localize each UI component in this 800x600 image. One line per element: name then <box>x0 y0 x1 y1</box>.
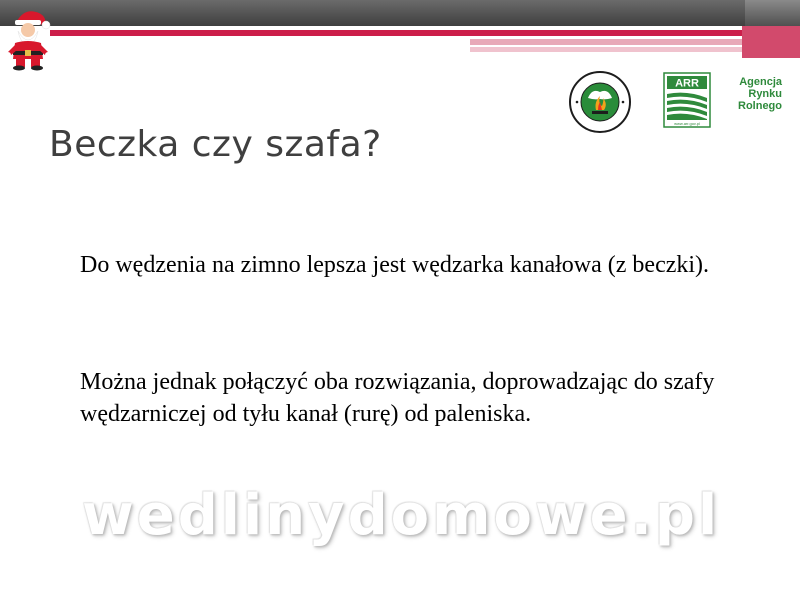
santa-claus-icon <box>3 5 53 71</box>
arr-url: www.arr.gov.pl <box>674 121 700 126</box>
arr-name-line: Rolnego <box>738 100 782 112</box>
arr-logo-icon <box>663 72 711 128</box>
paragraph-1: Do wędzenia na zimno lepsza jest wędzarka kanałowa (z beczki). <box>80 252 710 278</box>
arr-name <box>720 76 782 112</box>
corner-accent <box>742 26 800 58</box>
arr-badge: ARR <box>675 77 699 90</box>
arr-name-line: Agencja <box>739 76 782 88</box>
top-band-end <box>745 0 800 26</box>
top-band <box>0 0 800 26</box>
arr-name-line: Rynku <box>748 88 782 100</box>
association-logo <box>568 70 632 134</box>
slide-title: Beczka czy szafa? <box>49 124 382 165</box>
paragraph-2: Można jednak połączyć oba rozwiązania, doprowadzając do szafy wędzarniczej od tyłu kanał (rurę) od paleniska. <box>80 369 715 427</box>
watermark: wedlinydomowe.pl <box>82 483 721 548</box>
